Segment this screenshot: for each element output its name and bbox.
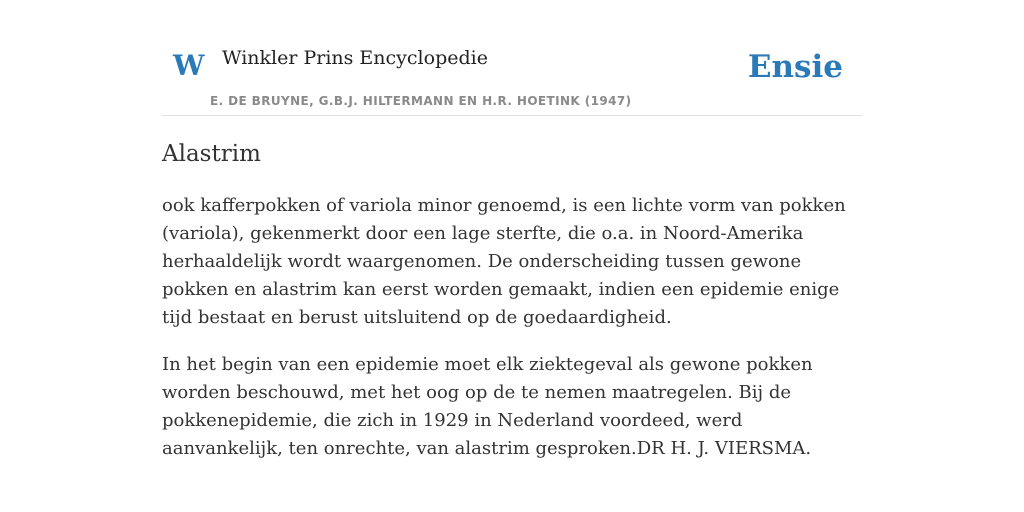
source-authors: E. DE BRUYNE, G.B.J. HILTERMANN EN H.R. HOETINK (1947) (210, 94, 632, 108)
entry-paragraph: In het begin van een epidemie moet elk ziektegeval als gewone pokken worden beschouwd, met het oog op de te nemen maatregelen. Bij de pokkenepidemie, die zich in 1929 in Nederland voordeed, werd aanvankelijk, ten onrechte, van alastrim gesproken.DR H. J. VIERSMA. (162, 354, 813, 459)
ensie-brand-logo[interactable]: Ensie (747, 49, 843, 85)
page-header (162, 0, 862, 116)
encyclopedia-logo-icon[interactable]: W (173, 49, 205, 82)
entry-title: Alastrim (162, 141, 261, 167)
source-title[interactable]: Winkler Prins Encyclopedie (222, 47, 488, 69)
entry-paragraph: ook kafferpokken of variola minor genoemd, is een lichte vorm van pokken (variola), gekenmerkt door een lage sterfte, die o.a. in Noord-Amerika herhaaldelijk wordt waargenomen. De onderscheiding tussen gewone pokken en alastrim kan eerst worden gemaakt, indien een epidemie enige tijd bestaat en berust uitsluitend op de goedaardigheid. (162, 195, 846, 328)
entry-body (162, 192, 862, 482)
page-container (162, 0, 862, 459)
